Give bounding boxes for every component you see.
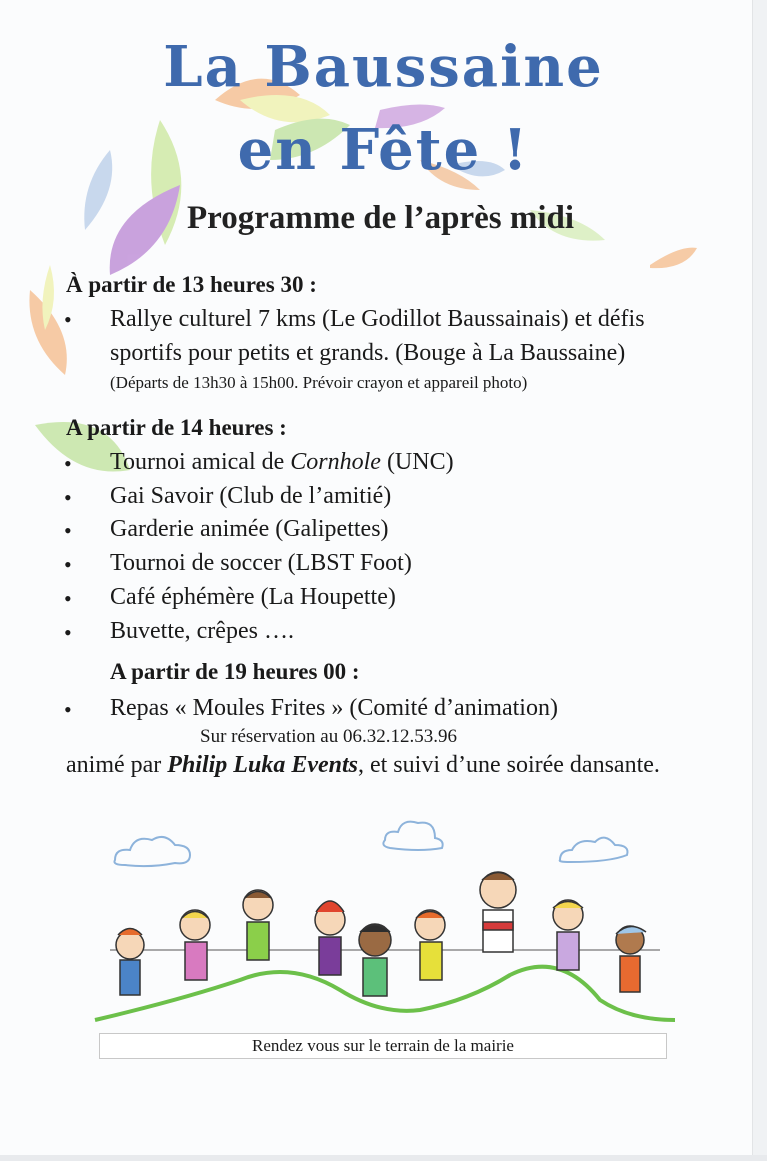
item-text: Tournoi amical de [110,449,291,475]
closing-line [66,752,660,779]
list-item-repas: Repas « Moules Frites » (Comité d’animation) [110,695,558,721]
organizer-name: Philip Luka Events [167,752,358,778]
child-icon [415,910,445,980]
leaf-icon [650,248,697,269]
list-item-garderie: Garderie animée (Galipettes) [110,516,389,542]
bullet: • [64,586,72,611]
child-icon [480,872,516,952]
bullet: • [64,552,72,577]
child-icon [116,929,144,996]
cloud-icon [560,838,628,862]
child-icon [616,926,646,992]
item-italic: Cornhole [290,449,381,475]
section-heading-19h: A partir de 19 heures 00 : [110,659,360,684]
title-line-1: La Baussaine [163,34,604,100]
subtitle: Programme de l’après midi [187,200,575,236]
reservation-phone: Sur réservation au 06.32.12.53.96 [200,726,457,747]
list-item-cornhole [110,449,454,476]
section-heading-1330: À partir de 13 heures 30 : [66,272,317,297]
list-item-soccer: Tournoi de soccer (LBST Foot) [110,550,412,576]
departure-note: (Départs de 13h30 à 15h00. Prévoir crayon et appareil photo) [110,373,528,392]
child-icon [243,890,273,960]
title-line-2: en Fête ! [237,117,530,183]
list-item-cafe: Café éphémère (La Houpette) [110,584,396,610]
page-edge-bottom [0,1155,767,1161]
closing-text: animé par [66,752,168,778]
child-icon [315,901,345,975]
child-icon [359,924,391,996]
closing-text: , et suivi d’une soirée dansante. [357,752,660,778]
item-text: (UNC) [380,449,454,475]
list-item-buvette: Buvette, crêpes …. [110,618,294,644]
bullet: • [64,518,72,543]
bullet: • [64,697,72,722]
meeting-place-caption: Rendez vous sur le terrain de la mairie [99,1033,667,1059]
children-illustration [90,810,680,1040]
child-icon [180,910,210,980]
section-heading-14h: A partir de 14 heures : [66,415,287,440]
bullet: • [64,620,72,645]
bullet: • [64,451,72,476]
bullet: • [64,307,72,332]
cloud-icon [114,837,190,866]
child-icon [553,900,583,970]
list-item-gai-savoir: Gai Savoir (Club de l’amitié) [110,483,392,509]
list-item-rallye-line2: sportifs pour petits et grands. (Bouge à La Baussaine) [110,340,626,366]
list-item-rallye-line1: Rallye culturel 7 kms (Le Godillot Baussainais) et défis [110,306,645,332]
bullet: • [64,485,72,510]
cloud-icon [383,822,442,850]
